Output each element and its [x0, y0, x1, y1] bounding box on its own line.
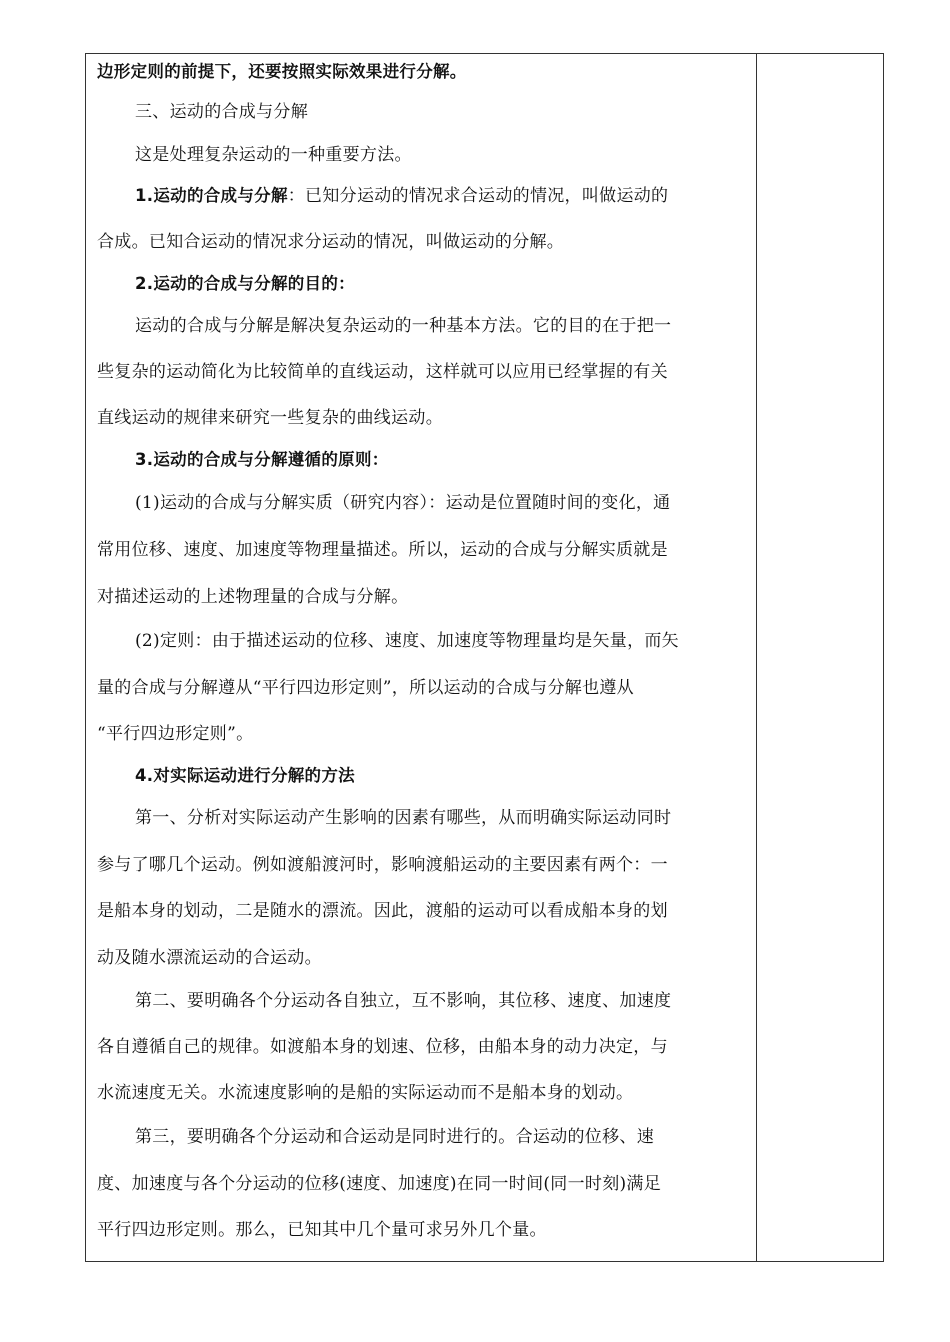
text-line: 合成。已知合运动的情况求分运动的情况，叫做运动的分解。 — [97, 232, 565, 252]
text-line: 对描述运动的上述物理量的合成与分解。 — [97, 587, 409, 607]
text-line: 参与了哪几个运动。例如渡船渡河时，影响渡船运动的主要因素有两个：一 — [97, 855, 668, 875]
text-line: 第三，要明确各个分运动和合运动是同时进行的。合运动的位移、速 — [135, 1127, 654, 1147]
text-line: 第二、要明确各个分运动各自独立，互不影响，其位移、速度、加速度 — [135, 991, 672, 1011]
text-line: 动及随水漂流运动的合运动。 — [97, 948, 322, 968]
text-line: (1)运动的合成与分解实质（研究内容）：运动是位置随时间的变化，通 — [135, 493, 671, 513]
text-line: 水流速度无关。水流速度影响的是船的实际运动而不是船本身的划动。 — [97, 1083, 634, 1103]
text-line: 度、加速度与各个分运动的位移(速度、加速度)在同一时间(同一时刻)满足 — [97, 1174, 662, 1194]
text-line: 这是处理复杂运动的一种重要方法。 — [135, 145, 412, 165]
text-line: 平行四边形定则。那么，已知其中几个量可求另外几个量。 — [97, 1220, 547, 1240]
definition-line — [135, 186, 668, 206]
definition-text: ：已知分运动的情况求合运动的情况，叫做运动的 — [287, 186, 669, 206]
subheading: 3.运动的合成与分解遵循的原则： — [135, 450, 389, 469]
text-line: 是船本身的划动，二是随水的漂流。因此，渡船的运动可以看成船本身的划 — [97, 901, 668, 921]
text-line: 第一、分析对实际运动产生影响的因素有哪些，从而明确实际运动同时 — [135, 808, 672, 828]
document-table — [85, 53, 884, 1262]
text-line: 各自遵循自己的规律。如渡船本身的划速、位移，由船本身的动力决定，与 — [97, 1037, 668, 1057]
text-line: 边形定则的前提下，还要按照实际效果进行分解。 — [97, 62, 467, 81]
text-line: 些复杂的运动简化为比较简单的直线运动，这样就可以应用已经掌握的有关 — [97, 362, 668, 382]
definition-term: 1.运动的合成与分解 — [135, 186, 288, 205]
text-line: 运动的合成与分解是解决复杂运动的一种基本方法。它的目的在于把一 — [135, 316, 672, 336]
text-line: 常用位移、速度、加速度等物理量描述。所以，运动的合成与分解实质就是 — [97, 540, 668, 560]
text-line: 量的合成与分解遵从“平行四边形定则”，所以运动的合成与分解也遵从 — [97, 678, 634, 698]
main-content-cell — [86, 54, 756, 1261]
subheading: 4.对实际运动进行分解的方法 — [135, 766, 355, 785]
section-heading: 三、运动的合成与分解 — [135, 102, 308, 122]
text-line: (2)定则：由于描述运动的位移、速度、加速度等物理量均是矢量，而矢 — [135, 631, 679, 651]
text-line: “平行四边形定则”。 — [97, 724, 254, 744]
text-line: 直线运动的规律来研究一些复杂的曲线运动。 — [97, 408, 443, 428]
side-notes-column-divider — [756, 54, 757, 1261]
subheading: 2.运动的合成与分解的目的： — [135, 274, 355, 293]
